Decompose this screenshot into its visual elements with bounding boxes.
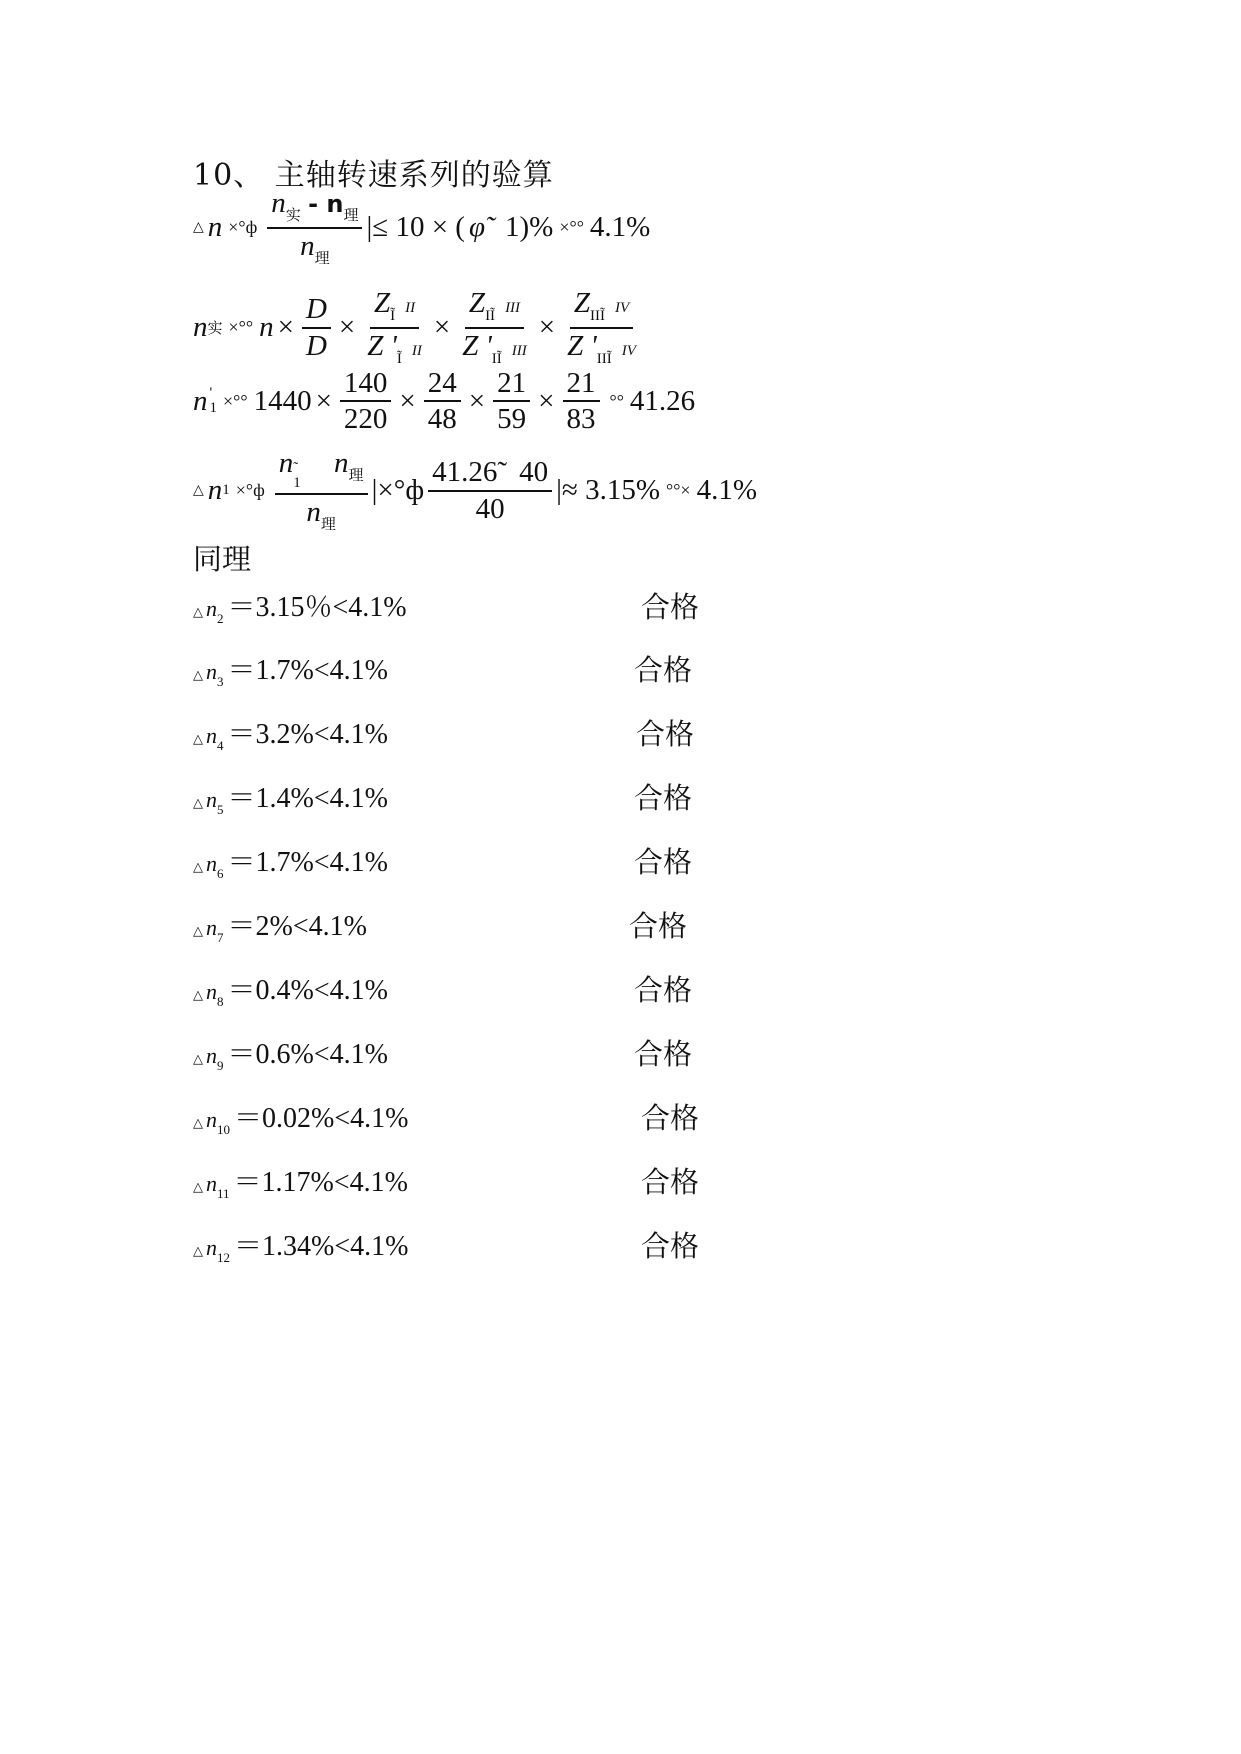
result-row [193,1032,993,1076]
formula4-approx: |≈ 3.15% [556,474,661,507]
result-row-expression [193,968,388,1010]
formula2-f4-den-roman: IV [621,342,636,359]
similarly-label: 同理 [193,542,252,576]
result-row-expression [193,648,388,690]
deviation-value: ＝1.4%<4.1% [227,783,388,814]
speed-index: 8 [217,994,224,1009]
pass-label: 合格 [634,973,693,1007]
deviation-value: ＝1.7%<4.1% [227,847,388,878]
section-heading: 10、 主轴转速系列的验算 [193,158,554,193]
formula2-f4-num: Z [573,287,591,319]
delta-symbol: △ [193,1179,203,1194]
formula2-fraction-2 [363,288,426,368]
speed-symbol: n [206,979,217,1004]
formula2-glyph: ×°° [228,317,254,338]
result-row-expression [193,840,388,882]
deviation-value: ＝1.34%<4.1% [234,1231,409,1262]
formula3-lhs-var: n [193,384,208,417]
deviation-value: ＝0.02%<4.1% [234,1103,409,1134]
formula3-glyph: ×°° [223,390,248,411]
formula3-times-3: × [468,384,486,417]
speed-symbol: n [206,787,217,812]
formula4-num-sup: ˜ [293,460,299,476]
delta-symbol: △ [193,795,203,810]
formula4-num-var2: n [334,447,349,479]
deviation-value: ＝0.4%<4.1% [227,975,388,1006]
formula4-den-var: n [306,496,321,528]
result-row-expression [193,585,407,627]
result-row-expression [193,712,388,754]
formula3-times-1: × [315,384,332,417]
deviation-value: ＝1.7%<4.1% [227,655,388,686]
delta-symbol: △ [193,604,203,619]
pass-label: 合格 [641,590,700,624]
formula1-den-sub: 理 [314,250,330,267]
result-row [193,776,993,820]
result-row [193,585,993,629]
formula1-num-sub2: 理 [343,208,359,224]
result-row [193,1096,993,1140]
delta-symbol: △ [193,1243,203,1258]
formula4-f2-num: 41.26̃ 40 [428,457,552,491]
formula1-num-var: n [271,187,286,219]
formula2-f2-num-roman: II [405,300,416,316]
speed-symbol: n [206,1235,217,1260]
speed-symbol: n [206,723,217,748]
formula2-times-4: × [538,311,556,344]
result-row-expression [193,1032,388,1074]
result-row [193,840,993,884]
speed-symbol: n [206,1043,217,1068]
formula2-f2-den: Z ' [367,329,397,362]
result-row-expression [193,1160,408,1202]
speed-symbol: n [206,915,217,940]
formula-speed-n1 [193,368,695,435]
formula4-fraction-1 [275,448,368,534]
pass-label: 合格 [641,1101,700,1135]
speed-index: 5 [217,802,224,817]
speed-symbol: n [206,1171,217,1196]
formula2-f4-num-roman: IV [615,300,630,316]
formula4-num-sub2: 理 [348,468,364,484]
formula3-lhs-sub: 1 [209,400,217,417]
formula2-f3-den: Z ' [462,329,492,362]
delta-symbol: △ [193,1051,203,1066]
formula3-f4-den: 83 [566,403,596,436]
formula2-lhs-sub: 实 [207,321,223,338]
result-row-expression [193,1096,408,1138]
speed-index: 10 [217,1122,230,1137]
delta-symbol: △ [193,987,203,1002]
formula2-f3-den-sub: IĨ [491,350,502,367]
formula2-f2-den-roman: II [411,342,422,359]
formula4-den-sub: 理 [320,517,336,533]
formula2-f2-den-sub: Ĩ [396,350,402,367]
formula3-fraction-3 [493,368,530,435]
formula3-fraction-1 [340,368,392,435]
speed-index: 2 [217,611,224,626]
deviation-value: ＝2%<4.1% [227,911,367,942]
formula2-lhs-var: n [193,311,208,344]
result-row [193,1160,993,1204]
deviation-value: ＝3.15％<4.1% [227,592,407,623]
deviation-value: ＝3.2%<4.1% [227,719,388,750]
result-row [193,1224,993,1268]
formula3-f2-num: 24 [424,368,461,402]
formula1-glyph: ×°ф [228,217,258,238]
result-row [193,712,993,756]
formula4-lhs-var: n [207,474,223,507]
pass-label: 合格 [634,845,693,879]
formula3-fraction-2 [424,368,461,435]
speed-symbol: n [206,659,217,684]
formula3-times-4: × [538,384,555,417]
delta-symbol: △ [193,220,204,236]
speed-index: 12 [217,1250,230,1265]
formula3-f3-den: 59 [497,403,527,436]
formula3-f3-num: 21 [493,368,530,402]
formula2-f3-num-roman: III [505,300,521,316]
formula1-rhs-a: |≤ 10 × ( [366,211,465,244]
formula2-f3-num: Z [468,287,486,319]
formula4-num-var: n [278,447,294,479]
formula-actual-speed [193,288,644,368]
formula3-value: 1440 [253,384,312,417]
formula2-f4-num-sub: IIĨ [590,308,606,324]
deviation-value: ＝1.17%<4.1% [233,1167,408,1198]
formula3-result: 41.26 [629,384,696,417]
speed-symbol: n [206,596,217,621]
result-row-expression [193,1224,408,1266]
speed-index: 7 [217,930,224,945]
formula3-fraction-4 [563,368,600,435]
formula-deviation-definition [193,188,650,268]
formula2-times-2: × [338,311,356,344]
pass-label: 合格 [641,1165,700,1199]
formula2-times-3: × [433,311,451,344]
speed-symbol: n [206,1107,217,1132]
pass-label: 合格 [634,781,693,815]
formula1-rhs-value: 4.1% [589,211,651,244]
formula2-f3-num-sub: IĨ [485,308,496,324]
result-row-expression [193,904,367,946]
pass-label: 合格 [629,909,688,943]
formula3-f1-den: 220 [343,403,388,436]
formula2-f4-den-sub: IIĨ [596,350,612,367]
formula4-lhs-sub: 1 [222,482,230,499]
deviation-value: ＝0.6%<4.1% [227,1039,388,1070]
speed-index: 9 [217,1058,224,1073]
formula3-f2-den: 48 [427,403,457,436]
formula1-den-var: n [300,229,315,262]
formula2-f1-num: D [302,294,331,328]
delta-symbol: △ [193,731,203,746]
formula1-fraction [267,188,362,268]
speed-symbol: n [206,851,217,876]
formula1-glyph2: ×°° [559,217,584,238]
formula1-phi: φ̃ [468,211,486,244]
formula4-fraction-2 [428,457,552,524]
formula4-num-sub: 1 [293,475,301,491]
formula3-glyph2: °° [609,390,624,411]
pass-label: 合格 [634,1037,693,1071]
formula3-f4-num: 21 [563,368,600,402]
formula1-num-sub: 实 [285,208,301,224]
formula2-fraction-3 [458,288,531,368]
formula2-times-1: × [277,311,294,344]
formula-deviation-n1 [193,448,757,534]
formula3-times-2: × [399,384,416,417]
formula4-mid: |×°ф [371,474,425,507]
speed-index: 4 [217,738,224,753]
result-row-expression [193,776,388,818]
formula1-rhs-b: 1)% [505,211,554,244]
result-row [193,904,993,948]
delta-symbol: △ [193,923,203,938]
formula2-f3-den-roman: III [511,342,527,359]
formula2-f2-num: Z [373,287,391,319]
formula2-f2-num-sub: Ĩ [390,308,396,324]
speed-index: 3 [217,674,224,689]
formula1-num-minus: - n [308,190,344,218]
formula3-f1-num: 140 [340,368,392,402]
formula3-lhs-sup: ' [209,385,213,402]
delta-symbol: △ [193,667,203,682]
formula2-f4-den: Z ' [567,329,597,362]
formula1-lhs-var: n [207,211,223,244]
formula2-fraction-1 [302,294,331,361]
formula2-n: n [259,311,274,344]
speed-index: 6 [217,866,224,881]
formula4-limit: 4.1% [696,474,757,507]
speed-index: 11 [217,1186,230,1201]
result-row [193,968,993,1012]
formula2-f1-den: D [305,329,327,362]
pass-label: 合格 [636,717,695,751]
formula2-fraction-4 [563,288,640,368]
delta-symbol: △ [193,859,203,874]
result-row [193,648,993,692]
delta-symbol-f4: △ [193,483,204,499]
delta-symbol: △ [193,1115,203,1130]
formula4-f2-den: 40 [475,492,505,525]
formula4-glyph: ×°ф [235,480,265,501]
pass-label: 合格 [641,1229,700,1263]
pass-label: 合格 [634,653,693,687]
formula4-glyph2: °°× [666,480,691,501]
